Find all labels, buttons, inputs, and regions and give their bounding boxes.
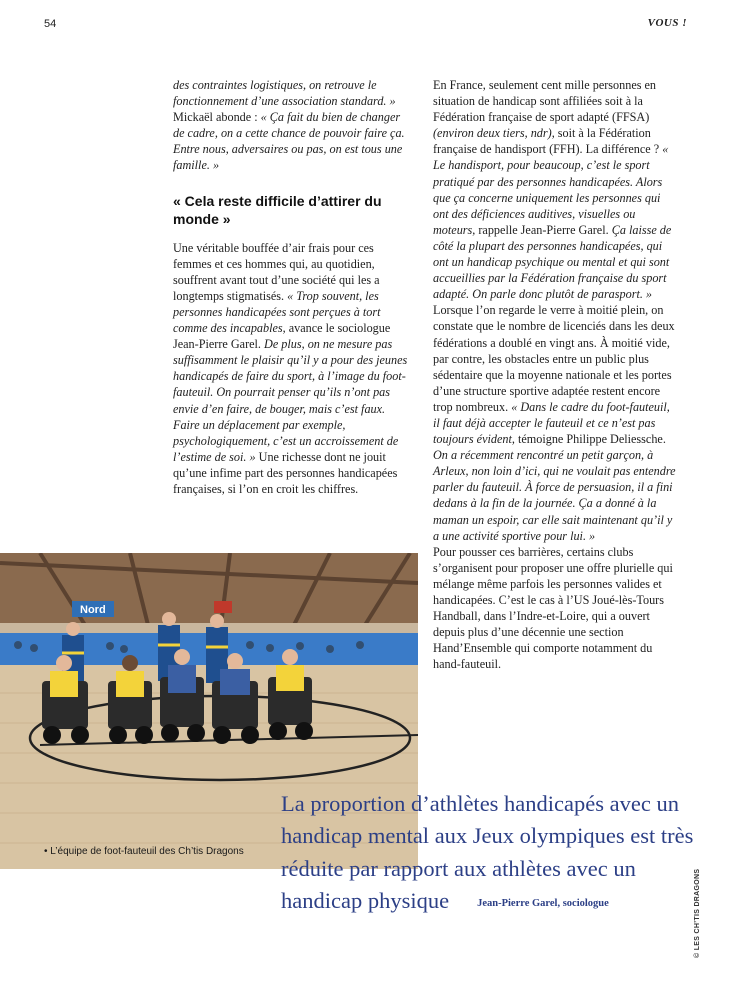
paragraph	[173, 77, 413, 174]
speaker-text: Mickaël abonde :	[173, 110, 261, 125]
quote-text: De plus, on ne mesure pas suffisamment le plaisir qu’il y a pour des jeunes handicapés de faire du sport, à l’image du foot-fauteuil. On pourrait penser qu’ils n’ont pas envie d’en faire, de bouger, mais c’est faux. Faire un déplacement par exemple, psychologiquement, c’est un accroissement de l’estime de soi. »	[173, 337, 408, 464]
body-text: rappelle Jean-Pierre Garel.	[475, 222, 612, 237]
quote-text: « Ça fait du bien de changer de cadre, on a cette chance de pouvoir faire ça. Entre nous, adversaires ou pas, on est tous une famille. »	[173, 110, 405, 173]
quote-text: Ça laisse de côté la plupart des personnes handicapées, qui ont un handicap psychique ou mental et qui sont accueillies par la Fédération française du sport adapté. On parle donc plutôt de parasport. »	[433, 222, 672, 302]
quote-text: « Le handisport, pour beaucoup, c’est le sport pratiqué par des personnes handicapées. Alors que ça concerne uniquement les personnes qui ont des déficiences auditives, visuelles ou moteurs,	[433, 142, 669, 237]
body-text: Une véritable bouffée d’air frais pour ces femmes et ces hommes qui, au quotidien, souffrent avant tout d’une société qui les a longtemps stigmatisés.	[173, 240, 380, 303]
body-text: En France, seulement cent mille personnes en situation de handicap sont affiliées soit à la Fédération française de sport adapté (FFSA)	[433, 78, 657, 125]
pull-quote-author: Jean-Pierre Garel, sociologue	[477, 897, 609, 909]
quote-text: « Dans le cadre du foot-fauteuil, il faut déjà accepter le fauteuil et ce n’est pas toujours évident,	[433, 399, 670, 447]
aside-text: (environ deux tiers, ndr)	[433, 126, 552, 141]
section-title: VOUS !	[647, 17, 687, 29]
body-text: témoigne Philippe Deliessche.	[514, 432, 666, 447]
text-column-right	[433, 77, 679, 672]
quote-text: des contraintes logistiques, on retrouve le fonctionnement d’une association standard. »	[173, 78, 396, 109]
quote-text: « Trop souvent, les personnes handicapées sont perçues à tort comme des incapables,	[173, 288, 381, 336]
paragraph	[433, 77, 679, 302]
body-text: Lorsque l’on regarde le verre à moitié plein, on constate que le nombre de licenciés dans les deux fédérations a doublé en vingt ans. À moitié vide, par contre, les obstacles entre un public plus sédentaire que la moyenne nationale et les portes d’une structure sportive adaptée restent encore trop nombreux.	[433, 303, 675, 414]
nord-banner-text: Nord	[80, 604, 106, 616]
quote-text: On a récemment rencontré un petit garçon, à Arleux, non loin d’ici, qui ne voulait pas entendre parler du fauteuil. À force de persuasion, il a fini dedans à la fin de la journée. Ça a donné à la maman un espoir, car elle sait maintenant qu’il y a une activité sportive pour lui. »	[433, 448, 676, 543]
photo-caption: • L’équipe de foot-fauteuil des Ch’tis Dragons	[44, 846, 244, 857]
paragraph: Pour pousser ces barrières, certains clubs s’organisent pour proposer une offre plurielle qui mélange même parfois les personnes valides et handicapées. C’est le cas à l’US Joué-lès-Tours Handball, dans l’Indre-et-Loire, qui a ouvert depuis plus d’une décennie une section Hand’Ensemble qui comporte notamment du hand-fauteuil.	[433, 544, 673, 672]
paragraph	[433, 302, 679, 543]
body-text: Une richesse dont ne jouit qu’une infime part des personnes handicapées françaises, si l’on en croit les chiffres.	[173, 449, 398, 496]
text-column-left	[173, 77, 413, 497]
photo-credit	[688, 870, 700, 960]
pull-quote	[281, 788, 701, 920]
red-sign	[214, 601, 232, 613]
subheading: « Cela reste difficile d’attirer du monde »	[173, 192, 382, 227]
page-number: 54	[44, 18, 57, 30]
paragraph	[173, 240, 413, 498]
body-text: avance le sociologue Jean-Pierre Garel.	[173, 321, 391, 352]
pull-quote-text: La proportion d’athlètes handicapés avec un handicap mental aux Jeux olympiques est très réduite par rapport aux athlètes avec un handicap physique	[281, 791, 694, 913]
photo-credit-text: © LES CH’TIS DRAGONS	[694, 868, 701, 958]
body-text: , soit à la Fédération française de handisport (FFH). La différence ?	[433, 126, 663, 157]
